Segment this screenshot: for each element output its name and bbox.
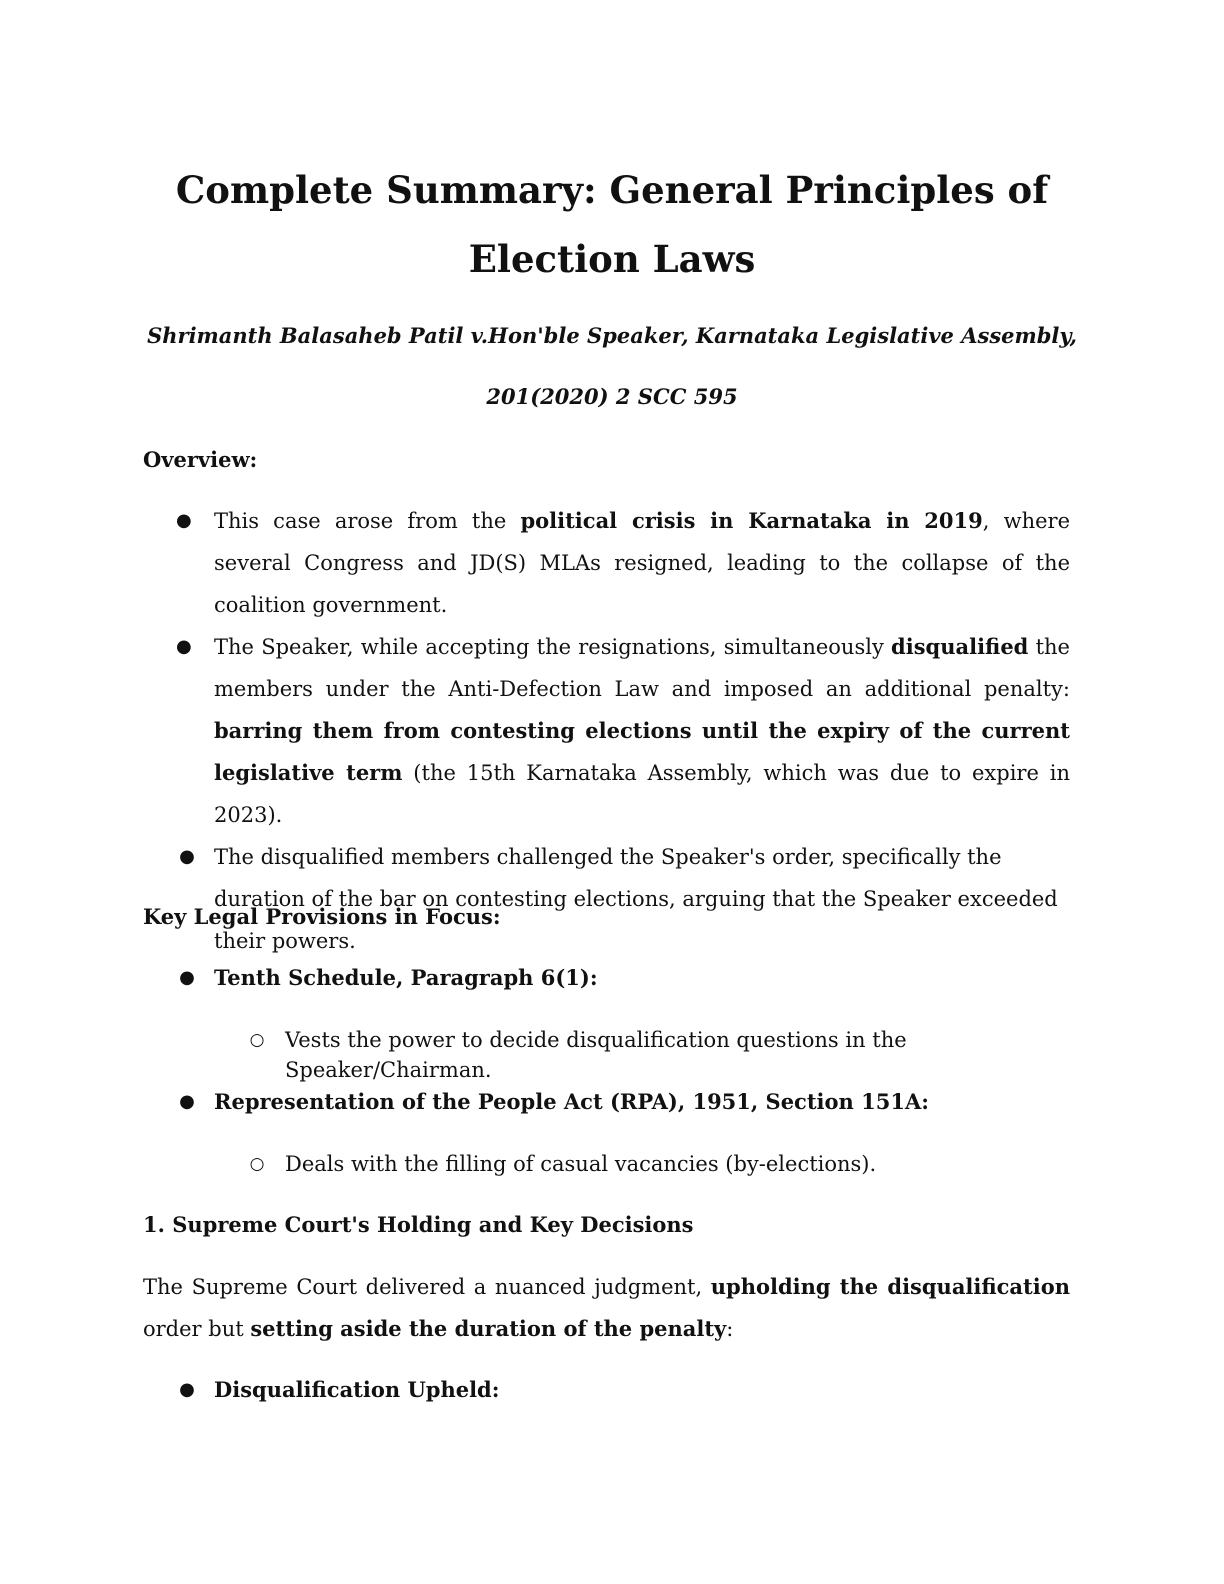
case-citation-line2: 201(2020) 2 SCC 595: [486, 384, 738, 409]
page-title: Complete Summary: General Principles of Election Laws: [175, 168, 1049, 281]
list-item: ● Disqualification Upheld:: [0, 1369, 1070, 1411]
list-item: ● The Speaker, while accepting the resignations, simultaneously disqualified the members under the Anti-Defection Law and imposed an additional penalty: barring them from contesting elections until the expiry of the current legislative term (the 15th Karnataka Assembly, which was due to expire in 2023).: [0, 626, 1070, 836]
bullet-icon: ●: [176, 510, 192, 531]
list-item: ● Tenth Schedule, Paragraph 6(1):: [0, 957, 1070, 999]
bullet-icon: ●: [176, 636, 192, 657]
list-item: ● This case arose from the political crisis in Karnataka in 2019, where several Congress and JD(S) MLAs resigned, leading to the collapse of the coalition government.: [0, 500, 1070, 626]
bullet-icon: ●: [179, 967, 195, 988]
bullet-icon: ●: [179, 1379, 195, 1400]
holding-heading: 1. Supreme Court's Holding and Key Decisions: [143, 1212, 694, 1237]
sub-list-item: ○ Vests the power to decide disqualification questions in the Speaker/Chairman.: [285, 1025, 1085, 1085]
provision-item-1: [0, 957, 1224, 999]
provisions-heading: Key Legal Provisions in Focus:: [143, 904, 501, 929]
list-item: ● Representation of the People Act (RPA), 1951, Section 151A:: [0, 1081, 1070, 1123]
sub-bullet-icon: ○: [249, 1030, 265, 1050]
holding-bullet: [0, 1369, 1224, 1411]
overview-list: [0, 500, 1224, 962]
list-item: ● The disqualified members challenged the Speaker's order, specifically the duration of the bar on contesting elections, arguing that the Speaker exceeded their powers.: [0, 836, 1070, 962]
sub-list-item: ○ Deals with the filling of casual vacancies (by-elections).: [285, 1149, 1085, 1179]
provision-item-2: [0, 1081, 1224, 1123]
overview-heading: Overview:: [143, 447, 258, 472]
case-citation-line1: Shrimanth Balasaheb Patil v.Hon'ble Speaker, Karnataka Legislative Assembly,: [147, 323, 1077, 348]
sub-bullet-icon: ○: [249, 1154, 265, 1174]
bullet-icon: ●: [179, 846, 195, 867]
bullet-icon: ●: [179, 1091, 195, 1112]
holding-paragraph: The Supreme Court delivered a nuanced judgment, upholding the disqualification order but setting aside the duration of the penalty:: [143, 1274, 1070, 1341]
